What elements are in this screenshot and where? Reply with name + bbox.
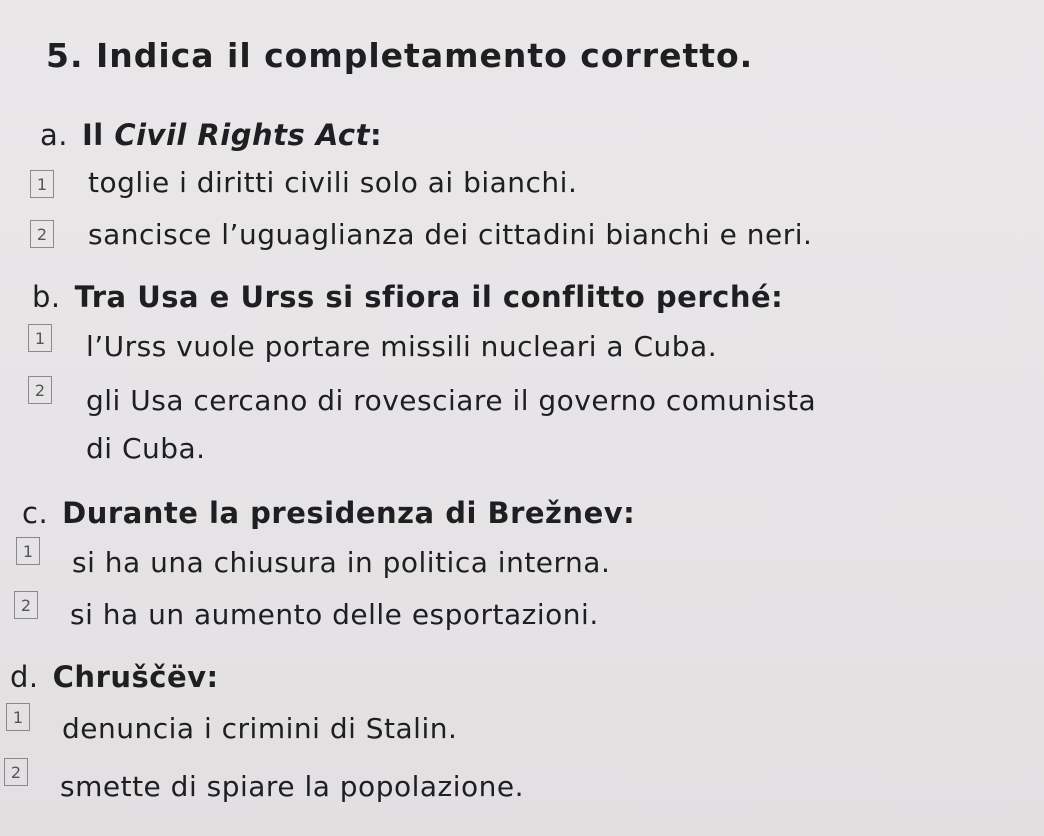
option-text: smette di spiare la popolazione. xyxy=(60,770,525,803)
question-prompt-italic: Civil Rights Act xyxy=(114,118,370,152)
question-prompt: Chruščëv: xyxy=(52,660,219,694)
option-number-box[interactable]: 1 xyxy=(28,324,52,352)
question-letter: a. xyxy=(40,118,68,152)
question-c xyxy=(22,496,635,530)
question-letter: b. xyxy=(32,280,61,314)
option-text: l’Urss vuole portare missili nucleari a Cuba. xyxy=(86,330,718,363)
question-letter: d. xyxy=(10,660,39,694)
question-b xyxy=(32,280,783,314)
option-text: toglie i diritti civili solo ai bianchi. xyxy=(88,166,578,199)
question-prompt: Il xyxy=(82,118,115,152)
option-number-box[interactable]: 2 xyxy=(28,376,52,404)
option-text: si ha un aumento delle esportazioni. xyxy=(70,598,599,631)
option-text-continuation: di Cuba. xyxy=(86,432,206,465)
option-text: si ha una chiusura in politica interna. xyxy=(72,546,611,579)
option-text: gli Usa cercano di rovesciare il governo comunista xyxy=(86,384,817,417)
question-prompt: Tra Usa e Urss si sfiora il conflitto perché: xyxy=(74,280,784,314)
option-number-box[interactable]: 2 xyxy=(30,220,54,248)
option-text: denuncia i crimini di Stalin. xyxy=(62,712,458,745)
option-text: sancisce l’uguaglianza dei cittadini bianchi e neri. xyxy=(88,218,813,251)
option-number-box[interactable]: 1 xyxy=(16,537,40,565)
option-number-box[interactable]: 2 xyxy=(4,758,28,786)
question-prompt: Durante la presidenza di Brežnev: xyxy=(62,496,636,530)
question-prompt-end: : xyxy=(369,118,383,152)
option-number-box[interactable]: 2 xyxy=(14,591,38,619)
question-d xyxy=(10,660,219,694)
question-letter: c. xyxy=(22,496,49,530)
option-number-box[interactable]: 1 xyxy=(6,703,30,731)
option-number-box[interactable]: 1 xyxy=(30,170,54,198)
exercise-title: 5. Indica il completamento corretto. xyxy=(46,36,754,75)
question-a xyxy=(40,118,382,152)
